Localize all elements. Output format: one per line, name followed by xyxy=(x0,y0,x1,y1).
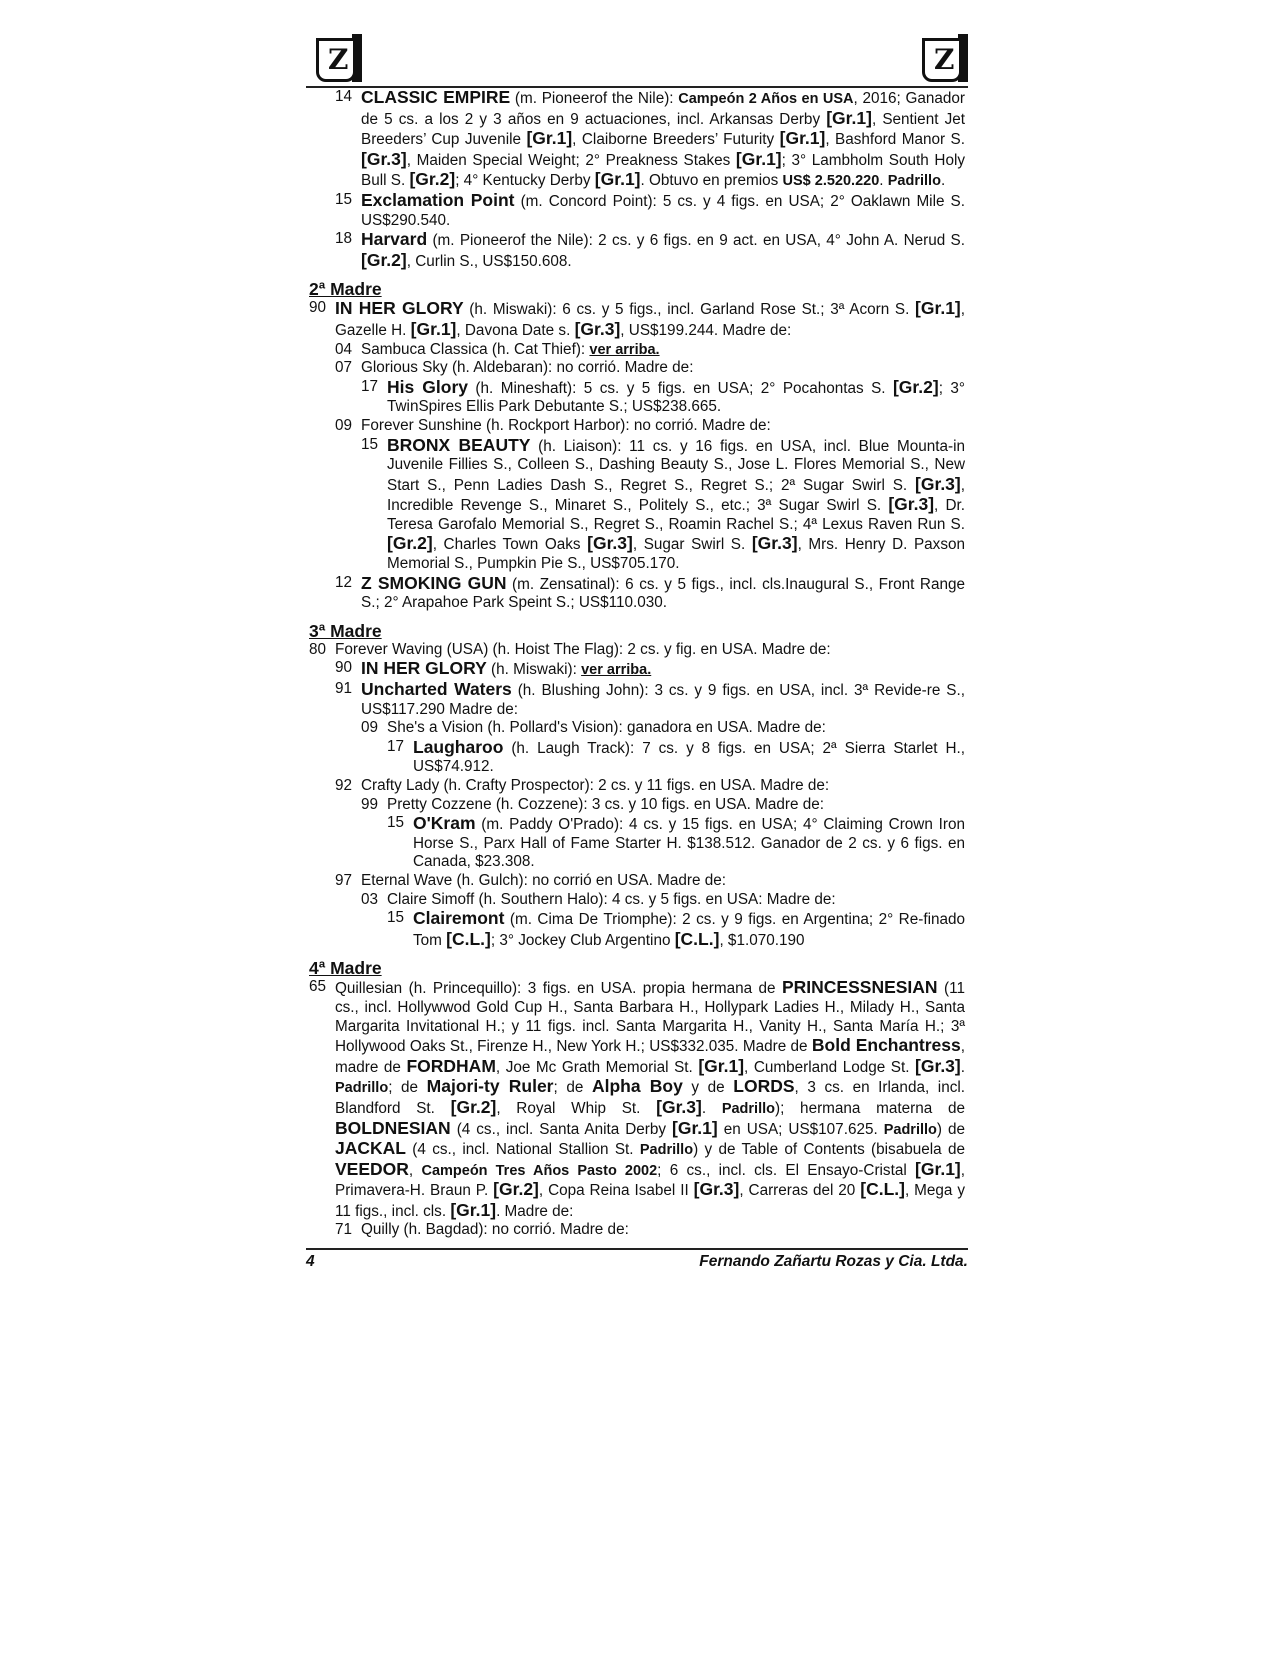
entry-year: 15 xyxy=(361,435,379,453)
entry-year: 99 xyxy=(361,795,379,813)
pedigree-entry xyxy=(361,891,965,910)
section-heading: 4ª Madre xyxy=(309,958,382,979)
entry-text: Quillesian (h. Princequillo): 3 figs. en USA. propia hermana de PRINCESSNESIAN (11 cs., incl. Hollywwod Gold Cup H., Santa Barbara H., Hollypark Ladies H., Milady H., Santa Margarita Invitational H.; y 11 figs. incl. Santa Margarita H., Vanity H., Santa María H.; 3ª Hollywood Oaks St., Firenze H., New York H.; US$332.035. Madre de Bold Enchantress, madre de FORDHAM, Joe Mc Grath Memorial St. [Gr.1], Cumberland Lodge St. [Gr.3]. Padrillo; de Majori-ty Ruler; de Alpha Boy y de LORDS, 3 cs. en Irlanda, incl. Blandford St. [Gr.2], Royal Whip St. [Gr.3]. Padrillo); hermana materna de BOLDNESIAN (4 cs., incl. Santa Anita Derby [Gr.1] en USA; US$107.625. Padrillo) de JACKAL (4 cs., incl. National Stallion St. Padrillo) y de Table of Contents (bisabuela de VEEDOR, Campeón Tres Años Pasto 2002; 6 cs., incl. cls. El Ensayo-Cristal [Gr.1], Primavera-H. Braun P. [Gr.2], Copa Reina Isabel II [Gr.3], Carreras del 20 [C.L.], Mega y 11 figs., incl. cls. [Gr.1]. Madre de: xyxy=(335,977,966,1220)
entry-year: 03 xyxy=(361,890,379,908)
logo-right: Z xyxy=(918,34,964,82)
pedigree-entry xyxy=(335,1221,965,1240)
entry-text: Exclamation Point (m. Concord Point): 5 cs. y 4 figs. en USA; 2° Oaklawn Mile S. US$290.540. xyxy=(361,189,965,229)
entry-year: 97 xyxy=(335,871,353,889)
entry-year: 80 xyxy=(309,640,327,658)
entry-text: Pretty Cozzene (h. Cozzene): 3 cs. y 10 figs. en USA. Madre de: xyxy=(387,795,825,813)
entry-text: Glorious Sky (h. Aldebaran): no corrió. Madre de: xyxy=(361,359,694,377)
entry-year: 90 xyxy=(335,659,353,677)
pedigree-entry xyxy=(335,659,965,680)
logo-left: Z xyxy=(312,34,358,82)
entry-year: 04 xyxy=(335,340,353,358)
entry-text: Eternal Wave (h. Gulch): no corrió en USA. Madre de: xyxy=(361,871,727,889)
entry-text: Sambuca Classica (h. Cat Thief): ver arriba. xyxy=(361,340,660,358)
pedigree-entry xyxy=(361,436,965,574)
entry-text: IN HER GLORY (h. Miswaki): 6 cs. y 5 figs., incl. Garland Rose St.; 3ª Acorn S. [Gr.1], Gazelle H. [Gr.1], Davona Date s. [Gr.3], US$199.244. Madre de: xyxy=(335,298,966,339)
pedigree-entry xyxy=(335,359,965,378)
entry-year: 12 xyxy=(335,573,353,591)
entry-text: Claire Simoff (h. Southern Halo): 4 cs. y 5 figs. en USA: Madre de: xyxy=(387,890,836,908)
pedigree-entry xyxy=(361,719,965,738)
entry-text: Forever Sunshine (h. Rockport Harbor): no corrió. Madre de: xyxy=(361,416,771,434)
pedigree-entry xyxy=(309,978,965,1221)
pedigree-entry xyxy=(335,341,965,360)
entry-year: 14 xyxy=(335,88,353,105)
page-number: 4 xyxy=(306,1253,315,1271)
entry-year: 18 xyxy=(335,230,353,248)
entry-year: 90 xyxy=(309,299,327,317)
entry-year: 07 xyxy=(335,359,353,377)
entry-text: BRONX BEAUTY (h. Liaison): 11 cs. y 16 figs. en USA, incl. Blue Mounta-in Juvenile Fillies S., Colleen S., Dashing Beauty S., Jose L. Flores Memorial S., New Start S., Penn Ladies Dash S., Regret S., Regret S.; 2ª Sugar Swirl S. [Gr.3], Incredible Revenge S., Minaret S., Politely S., etc.; 3ª Sugar Swirl S. [Gr.3], Dr. Teresa Garofalo Memorial S., Regret S., Roamin Rachel S.; 4ª Lexus Raven Run S. [Gr.2], Charles Town Oaks [Gr.3], Sugar Swirl S. [Gr.3], Mrs. Henry D. Paxson Memorial S., Pumpkin Pie S., US$705.170. xyxy=(387,434,966,573)
entry-text: Forever Waving (USA) (h. Hoist The Flag): 2 cs. y fig. en USA. Madre de: xyxy=(335,640,831,658)
page-header xyxy=(306,30,968,88)
company-name: Fernando Zañartu Rozas y Cia. Ltda. xyxy=(699,1253,968,1271)
pedigree-entry xyxy=(335,230,965,271)
pedigree-entry xyxy=(335,680,965,719)
entry-text: Harvard (m. Pioneerof the Nile): 2 cs. y 6 figs. en 9 act. en USA, 4° John A. Nerud S. [Gr.2], Curlin S., US$150.608. xyxy=(361,229,965,270)
entry-text: CLASSIC EMPIRE (m. Pioneerof the Nile): Campeón 2 Años en USA, 2016; Ganador de 5 cs. a los 2 y 3 años en 9 actuaciones, incl. Arkansas Derby [Gr.1], Sentient Jet Breeders’ Cup Juvenile [Gr.1], Claiborne Breeders’ Futurity [Gr.1], Bashford Manor S. [Gr.3], Maiden Special Weight; 2° Preakness Stakes [Gr.1]; 3° Lambholm South Holy Bull S. [Gr.2]; 4° Kentucky Derby [Gr.1]. Obtuvo en premios US$ 2.520.220. Padrillo. xyxy=(361,87,966,190)
entry-text: Z SMOKING GUN (m. Zensatinal): 6 cs. y 5 figs., incl. cls.Inaugural S., Front Range S.; 2° Arapahoe Park Speint S.; US$110.030. xyxy=(361,572,965,612)
entry-text: IN HER GLORY (h. Miswaki): ver arriba. xyxy=(361,658,652,679)
pedigree-entry xyxy=(335,191,965,230)
entry-year: 71 xyxy=(335,1221,353,1239)
section-heading: 2ª Madre xyxy=(309,279,382,300)
entry-year: 92 xyxy=(335,777,353,794)
entry-text: O'Kram (m. Paddy O'Prado): 4 cs. y 15 figs. en USA; 4° Claiming Crown Iron Horse S., Parx Hall of Fame Starter H. $138.512. Ganador de 2 cs. y 6 figs. en Canada, $23.308. xyxy=(413,813,965,871)
entry-text: Uncharted Waters (h. Blushing John): 3 cs. y 9 figs. en USA, incl. 3ª Revide-re S., US$117.290 Madre de: xyxy=(361,679,965,718)
pedigree-entry xyxy=(361,378,965,417)
page-footer xyxy=(306,1248,968,1271)
entry-year: 15 xyxy=(387,909,405,927)
entry-year: 09 xyxy=(361,719,379,737)
pedigree-entry xyxy=(335,574,965,613)
pedigree-entry xyxy=(309,641,965,660)
entry-year: 09 xyxy=(335,416,353,434)
entry-text: His Glory (h. Mineshaft): 5 cs. y 5 figs. en USA; 2° Pocahontas S. [Gr.2]; 3° TwinSpires Ellis Park Debutante S.; US$238.665. xyxy=(387,376,965,416)
entry-year: 65 xyxy=(309,978,327,996)
pedigree-entry xyxy=(361,796,965,815)
pedigree-content xyxy=(309,88,965,1240)
entry-text: Crafty Lady (h. Crafty Prospector): 2 cs. y 11 figs. en USA. Madre de: xyxy=(361,777,830,794)
entry-year: 15 xyxy=(335,190,353,208)
pedigree-entry xyxy=(335,777,965,796)
entry-text: Laugharoo (h. Laugh Track): 7 cs. y 8 figs. en USA; 2ª Sierra Starlet H., US$74.912. xyxy=(413,736,965,776)
pedigree-entry xyxy=(335,872,965,891)
entry-text: Quilly (h. Bagdad): no corrió. Madre de: xyxy=(361,1221,629,1239)
pedigree-entry xyxy=(335,417,965,436)
entry-text: She's a Vision (h. Pollard's Vision): ganadora en USA. Madre de: xyxy=(387,719,826,737)
pedigree-entry xyxy=(387,909,965,950)
entry-year: 17 xyxy=(361,377,379,395)
section-heading: 3ª Madre xyxy=(309,620,382,641)
entry-year: 17 xyxy=(387,737,405,755)
pedigree-entry xyxy=(387,814,965,872)
pedigree-entry xyxy=(387,738,965,777)
entry-year: 15 xyxy=(387,814,405,832)
entry-year: 91 xyxy=(335,680,353,698)
entry-text: Clairemont (m. Cima De Triomphe): 2 cs. y 9 figs. en Argentina; 2° Re-finado Tom [C.L.]; 3° Jockey Club Argentino [C.L.], $1.070.190 xyxy=(413,908,965,949)
document-page xyxy=(306,30,968,1271)
pedigree-entry xyxy=(335,88,965,191)
pedigree-entry xyxy=(309,299,965,340)
